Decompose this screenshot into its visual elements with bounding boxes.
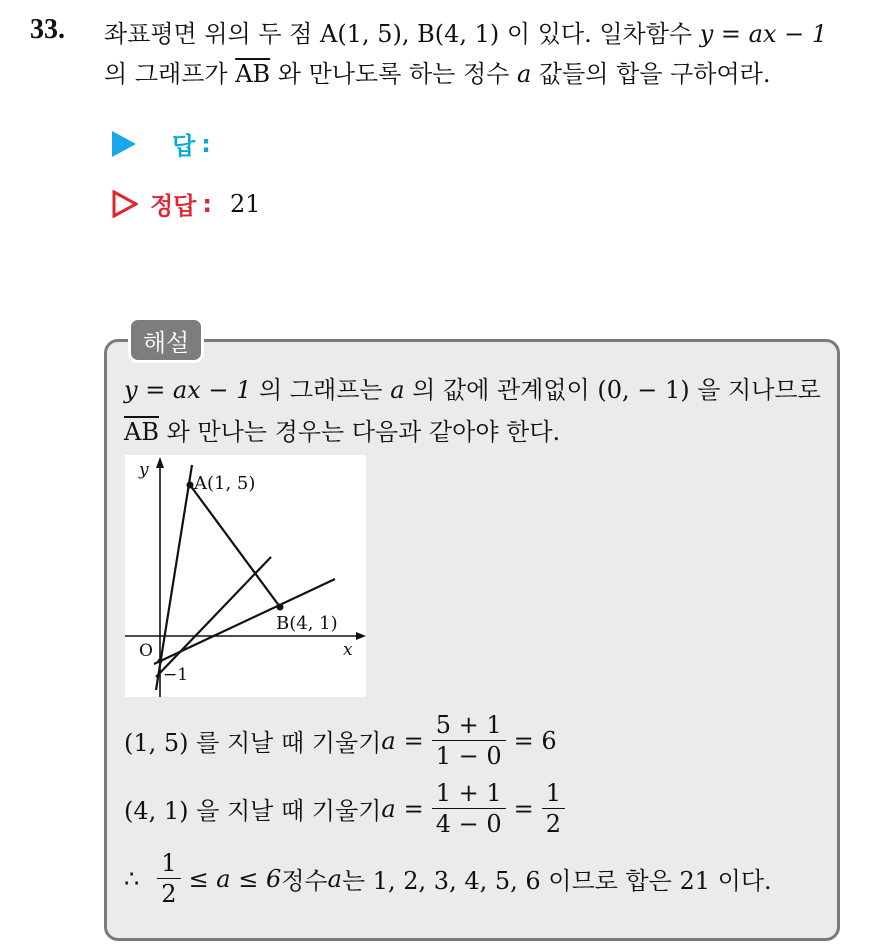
- variable-a: a: [381, 794, 396, 823]
- correct-answer-row: [112, 186, 261, 221]
- solution-line-1: [124, 370, 821, 405]
- inequality: ≤ a ≤ 6: [188, 864, 282, 893]
- solution-text-part: 의 그래프는: [251, 376, 391, 404]
- slope-equation-1: [124, 710, 557, 771]
- intercept-label: −1: [163, 665, 189, 685]
- answer-colon: :: [201, 129, 211, 158]
- conclusion-line: [124, 848, 772, 909]
- intercept-marker: [158, 659, 163, 664]
- eq-prefix: (1, 5) 를 지날 때 기울기: [124, 729, 382, 757]
- question-text-part: 좌표평면 위의 두 점 A(1, 5), B(4, 1) 이 있다. 일차함수: [104, 20, 700, 48]
- result-fraction: [542, 778, 565, 839]
- fraction-denominator: 1 − 0: [435, 742, 502, 770]
- question-text: [104, 14, 874, 94]
- segment-ab-line: [190, 485, 280, 607]
- variable-a: a: [381, 726, 396, 755]
- segment-ab: $\overline{AB}$: [124, 418, 159, 446]
- fraction: [432, 778, 506, 839]
- fraction-numerator: 5 + 1: [432, 710, 506, 741]
- eq-prefix: (4, 1) 을 지날 때 기울기: [124, 797, 382, 825]
- conclusion-text-part: 정수: [281, 867, 328, 895]
- segment-ab: $\overline{AB}$: [235, 60, 271, 88]
- origin-label: O: [139, 641, 153, 661]
- x-axis-label: x: [343, 640, 353, 660]
- point-b-marker: [277, 604, 284, 611]
- question-equation: y = ax − 1: [699, 20, 828, 48]
- correct-answer-label: 정답: [150, 192, 197, 220]
- solution-tab: 해설: [128, 317, 204, 363]
- line-through-a: [156, 465, 192, 690]
- play-triangle-icon: [112, 131, 136, 157]
- question-line-2: [104, 54, 874, 94]
- question-text-part: 와 만나도록 하는 정수: [270, 60, 517, 88]
- conclusion-text-part: 는 1, 2, 3, 4, 5, 6 이므로 합은 21 이다.: [341, 867, 772, 895]
- x-axis-arrow: [356, 632, 366, 640]
- question-text-part: 의 그래프가: [104, 60, 236, 88]
- equals-sign: =: [513, 794, 534, 823]
- slope-equation-2: [124, 778, 573, 839]
- variable-a: a: [390, 376, 405, 404]
- variable-a: a: [516, 60, 532, 88]
- answer-row: [112, 126, 211, 161]
- solution-equation: y = ax − 1: [124, 376, 252, 404]
- equals-sign: =: [403, 794, 424, 823]
- fraction-denominator: 4 − 0: [435, 810, 502, 838]
- y-axis-arrow: [156, 457, 164, 468]
- point-b-label: B(4, 1): [276, 613, 338, 634]
- fraction-numerator: 1 + 1: [432, 778, 506, 809]
- solution-line-2: [124, 412, 560, 447]
- variable-a: a: [327, 864, 342, 893]
- solution-text-part: 와 만나는 경우는 다음과 같아야 한다.: [158, 418, 561, 446]
- eq-result: = 6: [513, 726, 557, 755]
- fraction-denominator: 2: [545, 810, 562, 838]
- coordinate-graph: [125, 455, 366, 697]
- solution-text-part: 의 값에 관계없이 (0, − 1) 을 지나므로: [404, 376, 821, 404]
- fraction-numerator: 1: [542, 778, 565, 809]
- question-line-1: [104, 14, 874, 54]
- y-axis-label: y: [139, 460, 149, 480]
- graph-svg: [125, 455, 366, 697]
- point-a-label: A(1, 5): [194, 473, 256, 494]
- fraction-numerator: 1: [157, 848, 180, 879]
- fraction: [432, 710, 506, 771]
- correct-answer-colon: :: [202, 189, 212, 218]
- question-number: 33.: [30, 14, 65, 45]
- fraction-denominator: 2: [161, 880, 177, 908]
- equals-sign: =: [403, 726, 424, 755]
- question-text-part: 값들의 합을 구하여라.: [531, 60, 771, 88]
- point-a-marker: [187, 482, 194, 489]
- correct-answer-value: 21: [229, 189, 261, 218]
- answer-label: 답: [172, 132, 196, 160]
- therefore-symbol: ∴: [124, 864, 140, 893]
- outline-triangle-icon: [112, 190, 138, 218]
- fraction: [157, 848, 180, 909]
